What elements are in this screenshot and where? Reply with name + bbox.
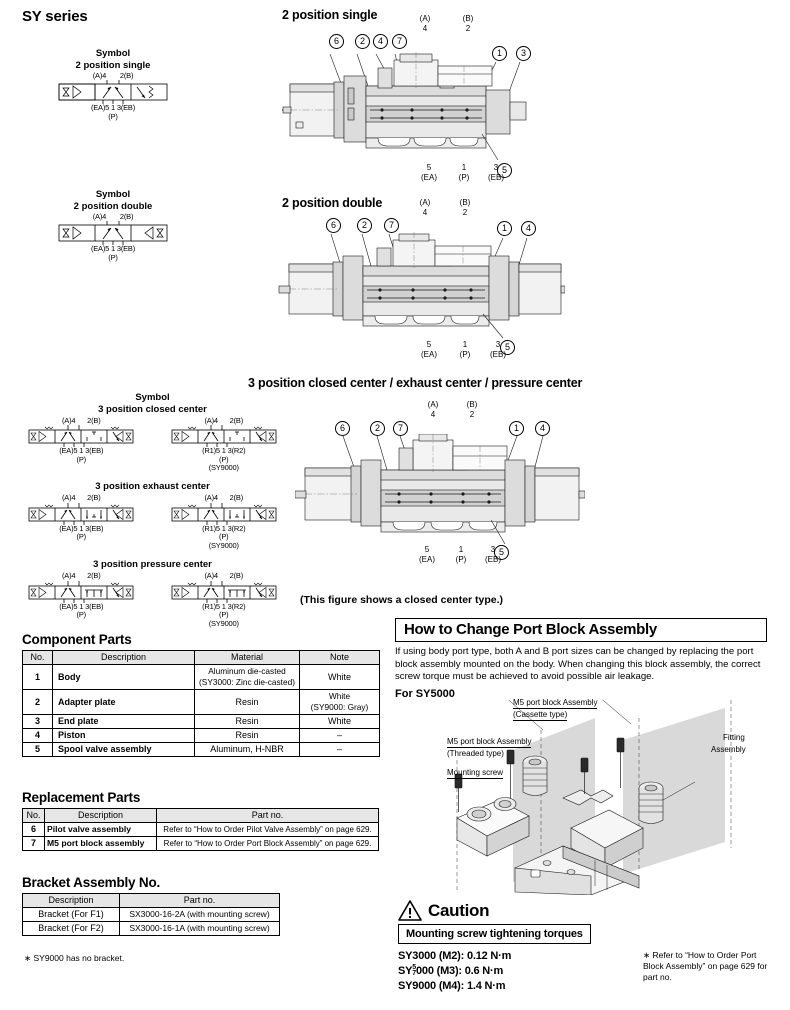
cell-description: Bracket (For F2) xyxy=(23,922,120,936)
caution-reference-note: ∗ Refer to “How to Order Port Block Assembly” on page 629 for part no. xyxy=(643,950,768,982)
balloon-1: 1 xyxy=(492,46,507,61)
component-parts-title: Component Parts xyxy=(22,632,132,647)
fig2-port-a-group xyxy=(412,198,438,217)
cell-description: Body xyxy=(53,665,195,690)
port-exhaust-labels: (R1)5 1 3(R2) xyxy=(202,601,246,611)
fig3-port-a-letter: (A) xyxy=(427,400,439,409)
balloon-7: 7 xyxy=(392,34,407,49)
cell-partno: SX3000-16-2A (with mounting screw) xyxy=(120,908,280,922)
valve-symbol-3pos-closed-sy9000 xyxy=(160,425,288,447)
fig2-port-1-label: 1 (P) xyxy=(459,340,471,359)
balloon-2: 2 xyxy=(370,421,385,436)
cell-description: Pilot valve assembly xyxy=(45,823,157,837)
table-row xyxy=(23,908,280,922)
symbol-caption: 3 position closed center xyxy=(98,403,207,415)
symbol-2-position-double xyxy=(38,189,188,262)
warning-triangle-icon xyxy=(398,900,422,921)
valve-symbol-3pos-pressure xyxy=(17,581,145,603)
torque-model: SY3000 xyxy=(398,950,436,962)
port-exhaust-labels: (EA)5 1 3(EB) xyxy=(90,103,136,112)
how-to-change-body: If using body port type, both A and B port sizes can be changed by replacing the port block assembly mounted on the body. When changing this block assembly, the correct screw torque must be achieved to avoid possible air leakage. xyxy=(395,646,761,683)
symbol-variant-standard xyxy=(11,494,151,550)
cell-no: 4 xyxy=(23,729,53,743)
th-partno: Part no. xyxy=(157,809,379,823)
component-parts-table xyxy=(22,650,380,757)
port-a-label: (A)4 xyxy=(61,415,76,425)
cell-no: 6 xyxy=(23,823,45,837)
cell-note: – xyxy=(300,743,380,757)
label-threaded-type-sub: (Threaded type) xyxy=(447,749,504,758)
how-to-change-heading: How to Change Port Block Assembly xyxy=(395,618,767,642)
fig1-port-3-label: 3 (EB) xyxy=(488,163,504,182)
cell-material: Resin xyxy=(195,690,300,715)
fig1-port-1-label: 1 (P) xyxy=(458,163,470,182)
label-mounting-screw: Mounting screw xyxy=(447,768,504,777)
balloon-7: 7 xyxy=(384,218,399,233)
cell-material: Resin xyxy=(195,729,300,743)
cell-material: Aluminum die-casted (SY3000: Zinc die-casted) xyxy=(195,665,300,690)
balloon-2: 2 xyxy=(357,218,372,233)
fig1-port-b-letter: (B) xyxy=(462,14,474,23)
balloon-7: 7 xyxy=(393,421,408,436)
torque-value: 1.4 N·m xyxy=(466,980,506,992)
symbol-variant-sy9000 xyxy=(154,572,294,628)
symbol-variant-standard xyxy=(11,572,151,628)
label-fitting-assembly-line1: Fitting xyxy=(723,733,745,742)
th-material: Material xyxy=(195,651,300,665)
torque-value: 0.12 N·m xyxy=(466,950,512,962)
torque-screw: (M3) xyxy=(436,965,459,977)
torque-model-suffix: 000 xyxy=(415,965,434,977)
fig2-port-a-letter: (A) xyxy=(419,198,431,207)
symbol-3-position-exhaust-center xyxy=(10,481,295,550)
port-p-label: (P) xyxy=(76,532,86,541)
balloon-3: 3 xyxy=(516,46,531,61)
port-a-label: (A)4 xyxy=(61,493,76,502)
cell-description: Piston xyxy=(53,729,195,743)
symbol-caption: 2 position double xyxy=(73,200,153,212)
cell-note: White (SY9000: Gray) xyxy=(300,690,380,715)
fig3-port-5-label: 5 (EA) xyxy=(419,545,435,564)
cell-description: End plate xyxy=(53,715,195,729)
symbol-variant-sy9000 xyxy=(154,494,294,550)
balloon-5: 5 xyxy=(497,163,512,178)
symbol-bottom-ports xyxy=(48,104,178,121)
symbol-3-position-closed-center xyxy=(10,392,295,473)
balloon-5: 5 xyxy=(494,545,509,560)
table-header-row xyxy=(23,809,379,823)
figure-note-closed-center: (This figure shows a closed center type.) xyxy=(300,594,504,606)
exploded-view-drawing xyxy=(395,700,770,890)
fig2-port-a-num: 4 xyxy=(422,207,428,217)
port-a-label: (A)4 xyxy=(92,70,107,80)
cell-no: 7 xyxy=(23,837,45,851)
cell-description: M5 port block assembly xyxy=(45,837,157,851)
fig1-port-5-label: 5 (EA) xyxy=(421,163,437,182)
symbol-caption: 3 position pressure center xyxy=(93,559,212,570)
torque-row-sy9000: SY9000 (M4): 1.4 N·m xyxy=(398,980,506,992)
table-row xyxy=(23,823,379,837)
torque-screw: (M4) xyxy=(438,980,461,992)
fig3-port-a-num: 4 xyxy=(430,409,436,419)
balloon-1: 1 xyxy=(497,221,512,236)
bracket-assembly-table xyxy=(22,893,280,936)
cell-partno: Refer to “How to Order Pilot Valve Assembly” on page 629. xyxy=(157,823,379,837)
port-exhaust-labels: (R1)5 1 3(R2) xyxy=(202,446,246,455)
fig3-port-1-label: 1 (P) xyxy=(455,545,467,564)
symbol-top-ports xyxy=(48,213,178,222)
valve-symbol-2pos-single xyxy=(53,80,173,104)
symbol-top-ports xyxy=(48,72,178,81)
th-partno: Part no. xyxy=(120,894,280,908)
th-description: Description xyxy=(23,894,120,908)
port-p-label: (P) xyxy=(108,252,118,262)
fig1-port-b-group xyxy=(455,14,481,33)
th-description: Description xyxy=(45,809,157,823)
replacement-parts-table xyxy=(22,808,379,851)
port-exhaust-labels: (R1)5 1 3(R2) xyxy=(202,523,246,533)
page-title: SY series xyxy=(22,8,88,25)
cell-material: Resin xyxy=(195,715,300,729)
fig1-port-b-num: 2 xyxy=(465,23,471,33)
port-b-label: 2(B) xyxy=(229,415,244,425)
symbol-series-note: (SY9000) xyxy=(208,618,239,628)
cell-description: Adapter plate xyxy=(53,690,195,715)
bracket-note: ∗ SY9000 has no bracket. xyxy=(24,953,125,963)
port-b-label: 2(B) xyxy=(229,571,244,580)
port-exhaust-labels: (EA)5 1 3(EB) xyxy=(59,446,104,455)
symbol-caption: 2 position single xyxy=(75,59,151,71)
symbol-2-position-single xyxy=(38,48,188,121)
cell-note: White xyxy=(300,715,380,729)
figure-title-2pos-double: 2 position double xyxy=(282,196,383,210)
table-row xyxy=(23,715,380,729)
port-p-label: (P) xyxy=(219,610,229,619)
port-b-label: 2(B) xyxy=(119,70,134,80)
label-cassette-type-title: M5 port block Assembly xyxy=(513,698,598,707)
cell-note: White xyxy=(300,665,380,690)
for-sy5000-label: For SY5000 xyxy=(395,687,455,700)
fig2-port-b-letter: (B) xyxy=(459,198,471,207)
th-no: No. xyxy=(23,809,45,823)
fig3-port-b-group xyxy=(459,400,485,419)
fig3-port-b-letter: (B) xyxy=(466,400,478,409)
table-header-row xyxy=(23,894,280,908)
balloon-6: 6 xyxy=(335,421,350,436)
valve-symbol-3pos-exhaust xyxy=(17,503,145,525)
balloon-1: 1 xyxy=(509,421,524,436)
cell-material: Aluminum, H-NBR xyxy=(195,743,300,757)
fig1-port-a-group xyxy=(412,14,438,33)
label-cassette-type-sub: (Cassette type) xyxy=(513,710,568,719)
port-a-label: (A)4 xyxy=(92,211,107,221)
port-b-label: 2(B) xyxy=(87,571,101,580)
symbol-head: Symbol xyxy=(95,48,131,59)
port-p-label: (P) xyxy=(76,610,86,619)
balloon-6: 6 xyxy=(326,218,341,233)
symbol-head: Symbol xyxy=(95,189,131,200)
valve-symbol-3pos-pressure-sy9000 xyxy=(160,581,288,603)
fig2-port-b-group xyxy=(452,198,478,217)
balloon-4: 4 xyxy=(521,221,536,236)
torque-model: SY9000 xyxy=(398,980,436,992)
th-note: Note xyxy=(300,651,380,665)
how-to-change-section xyxy=(395,618,767,700)
cell-no: 5 xyxy=(23,743,53,757)
balloon-4: 4 xyxy=(535,421,550,436)
port-p-label: (P) xyxy=(219,454,229,464)
balloon-4: 4 xyxy=(373,34,388,49)
torque-value: 0.6 N·m xyxy=(464,965,504,977)
fig2-port-3-label: 3 (EB) xyxy=(490,340,506,359)
table-row xyxy=(23,922,280,936)
port-exhaust-labels: (EA)5 1 3(EB) xyxy=(59,601,104,611)
torque-row-sy3000: SY3000 (M2): 0.12 N·m xyxy=(398,950,512,962)
cell-partno: SX3000-16-1A (with mounting screw) xyxy=(120,922,280,936)
fig2-port-5-label: 5 (EA) xyxy=(421,340,437,359)
fig2-port-b-num: 2 xyxy=(462,207,468,217)
caution-box-label: Mounting screw tightening torques xyxy=(398,924,591,944)
port-b-label: 2(B) xyxy=(229,493,244,502)
torque-model-stacked: 5 7 xyxy=(412,963,416,978)
symbol-variant-sy9000 xyxy=(154,417,294,473)
symbol-head: Symbol xyxy=(135,392,170,403)
symbol-3-position-pressure-center xyxy=(10,559,295,628)
balloon-2: 2 xyxy=(355,34,370,49)
valve-symbol-3pos-exhaust-sy9000 xyxy=(160,503,288,525)
replacement-parts-title: Replacement Parts xyxy=(22,790,141,805)
fig1-port-a-letter: (A) xyxy=(419,14,431,23)
table-row xyxy=(23,837,379,851)
symbol-bottom-ports xyxy=(48,245,178,262)
caution-title: Caution xyxy=(428,900,490,920)
port-a-label: (A)4 xyxy=(204,493,218,502)
port-exhaust-labels: (EA)5 1 3(EB) xyxy=(59,523,104,533)
symbol-series-note: (SY9000) xyxy=(208,540,239,550)
cell-no: 1 xyxy=(23,665,53,690)
port-b-label: 2(B) xyxy=(119,211,134,221)
label-fitting-assembly-line2: Assembly xyxy=(711,745,746,754)
th-description: Description xyxy=(53,651,195,665)
port-b-label: 2(B) xyxy=(87,415,101,425)
port-b-label: 2(B) xyxy=(87,493,101,502)
valve-symbol-3pos-closed xyxy=(17,425,145,447)
fig3-port-b-num: 2 xyxy=(469,409,475,419)
balloon-5: 5 xyxy=(500,340,515,355)
fig3-port-a-group xyxy=(420,400,446,419)
label-threaded-type-title: M5 port block Assembly xyxy=(447,737,532,746)
cell-no: 3 xyxy=(23,715,53,729)
table-row xyxy=(23,729,380,743)
port-p-label: (P) xyxy=(108,111,118,121)
replacement-parts-section xyxy=(22,790,379,851)
table-row xyxy=(23,665,380,690)
torque-screw: (M2) xyxy=(438,950,461,962)
symbol-variant-standard xyxy=(11,417,151,473)
cell-partno: Refer to “How to Order Port Block Assembly” on page 629. xyxy=(157,837,379,851)
port-p-label: (P) xyxy=(219,532,229,541)
th-no: No. xyxy=(23,651,53,665)
cell-no: 2 xyxy=(23,690,53,715)
cad-drawing-2pos-single xyxy=(282,48,532,163)
table-header-row xyxy=(23,651,380,665)
cad-drawing-2pos-double xyxy=(275,232,565,344)
symbol-caption: 3 position exhaust center xyxy=(95,481,210,492)
bracket-assembly-section xyxy=(22,875,280,936)
figure-title-3pos: 3 position closed center / exhaust center / pressure center xyxy=(248,376,583,390)
port-a-label: (A)4 xyxy=(204,571,218,580)
cell-note: – xyxy=(300,729,380,743)
port-exhaust-labels: (EA)5 1 3(EB) xyxy=(90,244,136,253)
cell-description: Bracket (For F1) xyxy=(23,908,120,922)
bracket-assembly-title: Bracket Assembly No. xyxy=(22,875,161,890)
port-p-label: (P) xyxy=(76,454,86,464)
torque-model: SY xyxy=(398,965,413,977)
port-a-label: (A)4 xyxy=(61,571,76,580)
component-parts-section xyxy=(22,632,380,757)
table-row xyxy=(23,690,380,715)
cell-description: Spool valve assembly xyxy=(53,743,195,757)
valve-symbol-2pos-double xyxy=(53,221,173,245)
cad-drawing-3pos xyxy=(295,434,585,549)
symbol-series-note: (SY9000) xyxy=(208,463,239,472)
fig1-port-a-num: 4 xyxy=(422,23,428,33)
fig3-port-3-label: 3 (EB) xyxy=(485,545,501,564)
balloon-6: 6 xyxy=(329,34,344,49)
port-a-label: (A)4 xyxy=(204,415,218,425)
figure-title-2pos-single: 2 position single xyxy=(282,8,378,22)
table-row xyxy=(23,743,380,757)
caution-section xyxy=(398,900,770,994)
torque-row-sy57000: SY 5 7 000 (M3): 0.6 N·m xyxy=(398,963,504,978)
